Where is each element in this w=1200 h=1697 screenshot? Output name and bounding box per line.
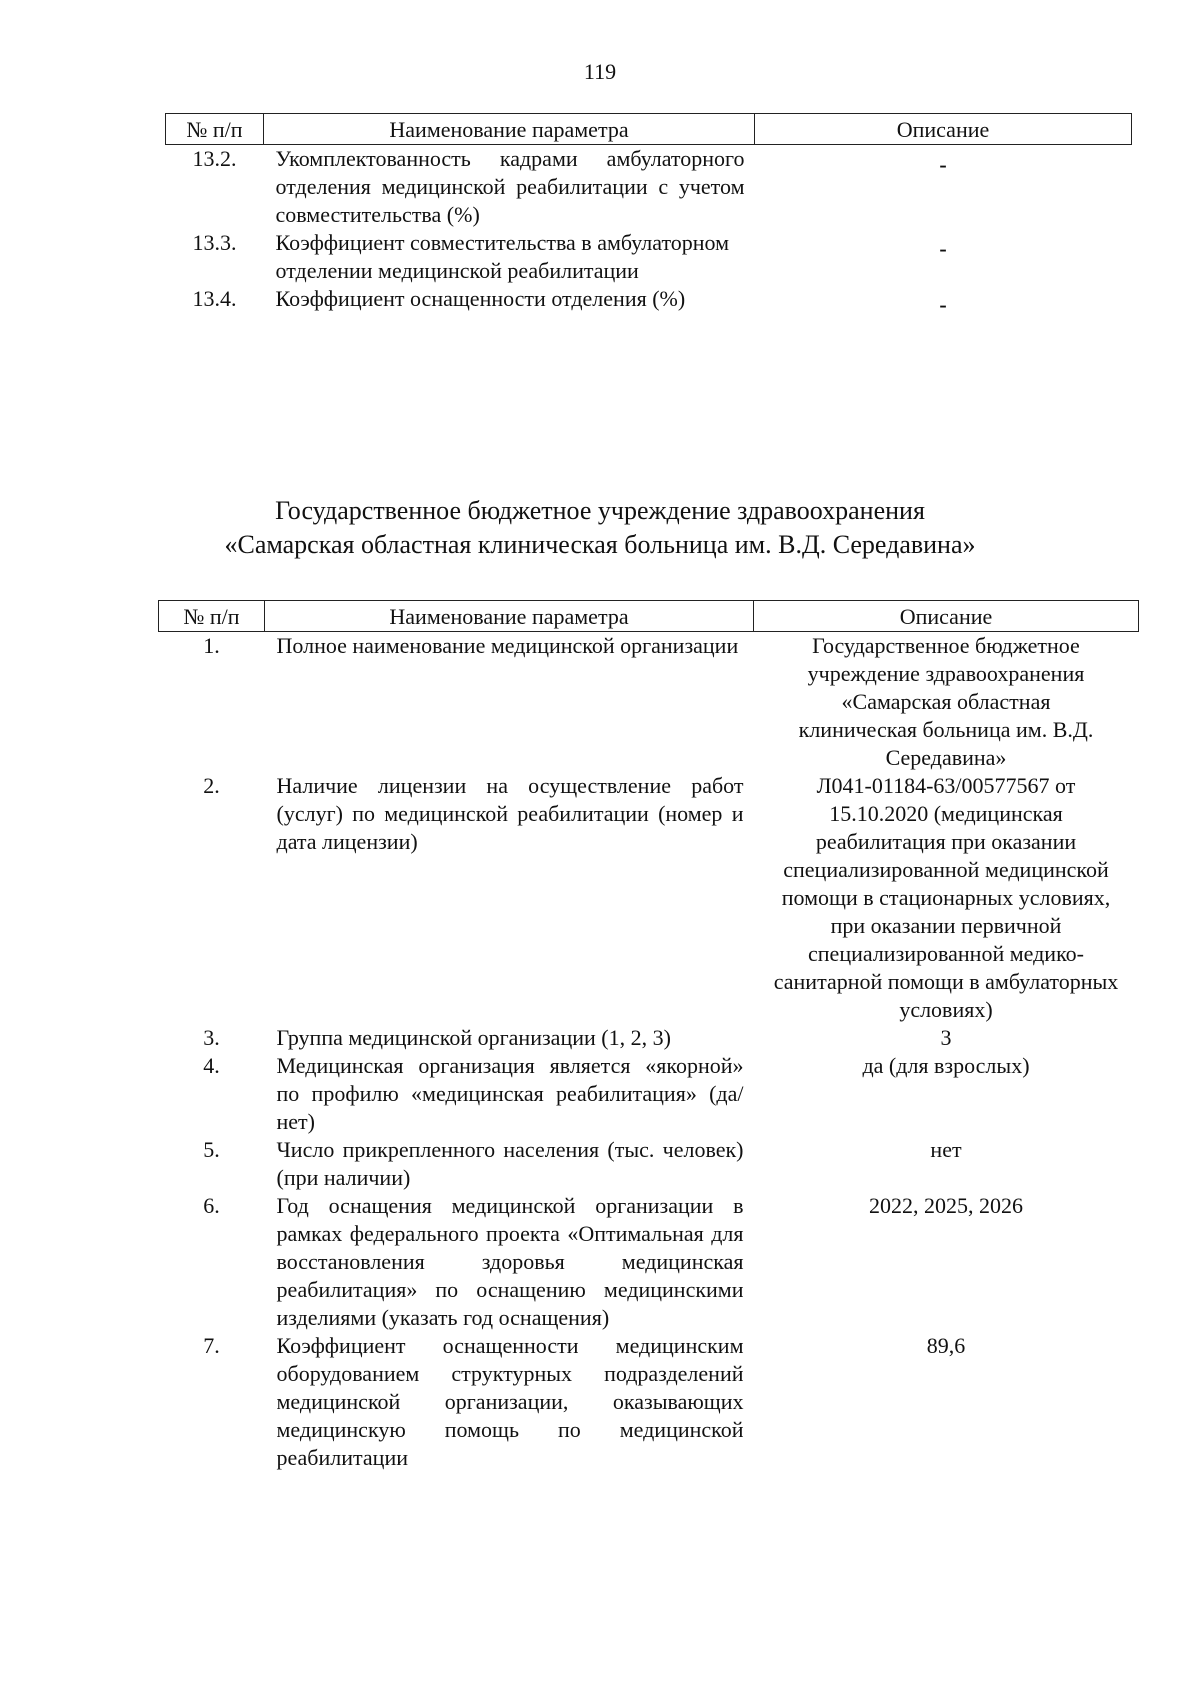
header-parameter-name: Наименование параметра	[264, 114, 755, 145]
row-description: -	[939, 292, 947, 317]
row-parameter-name: Наличие лицензии на осуществление работ (услуг) по медицинской реабилитации (номер и дата лицензии)	[276, 773, 744, 854]
row-description: нет	[930, 1137, 962, 1162]
row-parameter-name: Медицинская организация является «якорной» по профилю «медицинская реабилитация» (да/нет)	[276, 1053, 744, 1134]
row-number: 1.	[203, 633, 220, 658]
organization-title-line2: «Самарская областная клиническая больница им. В.Д. Середавина»	[224, 530, 976, 559]
row-description: 2022, 2025, 2026	[869, 1193, 1023, 1218]
parameters-table-continued	[165, 113, 1132, 319]
table-row	[166, 285, 1132, 319]
table-header-row	[166, 114, 1132, 145]
table-row	[166, 229, 1132, 285]
row-description: -	[939, 152, 947, 177]
row-number: 6.	[203, 1193, 220, 1218]
table-row	[159, 772, 1139, 1024]
row-description: Государственное бюджетное учреждение здравоохранения «Самарская областная клиническая больница им. В.Д. Середавина»	[798, 633, 1094, 770]
row-number: 2.	[203, 773, 220, 798]
row-number: 3.	[203, 1025, 220, 1050]
row-description: да (для взрослых)	[862, 1053, 1030, 1078]
row-parameter-name: Коэффициент оснащенности медицинским оборудованием структурных подразделений медицинской организации, оказывающих медицинскую помощь по медицинской реабилитации	[276, 1333, 744, 1470]
header-number: № п/п	[159, 601, 265, 632]
row-number: 7.	[203, 1333, 220, 1358]
header-description: Описание	[754, 601, 1139, 632]
row-number: 5.	[203, 1137, 220, 1162]
row-parameter-name: Год оснащения медицинской организации в рамках федерального проекта «Оптимальная для восстановления здоровья медицинская реабилитация» по оснащению медицинскими изделиями (указать год оснащения)	[276, 1193, 744, 1330]
header-description: Описание	[755, 114, 1132, 145]
table-row	[159, 1052, 1139, 1136]
organization-parameters-table	[158, 600, 1139, 1472]
row-number: 4.	[203, 1053, 220, 1078]
row-parameter-name: Коэффициент совместительства в амбулаторном отделении медицинской реабилитации	[275, 230, 730, 283]
row-number: 13.2.	[192, 146, 237, 171]
table-row	[159, 632, 1139, 773]
table-row	[159, 1136, 1139, 1192]
page-number: 119	[583, 59, 617, 84]
row-description: -	[939, 236, 947, 261]
table-row	[166, 145, 1132, 230]
row-parameter-name: Коэффициент оснащенности отделения (%)	[275, 286, 686, 311]
organization-title-line1: Государственное бюджетное учреждение здравоохранения	[275, 496, 925, 525]
table-row	[159, 1024, 1139, 1052]
row-description: 89,6	[926, 1333, 966, 1358]
row-parameter-name: Укомплектованность кадрами амбулаторного отделения медицинской реабилитации с учетом совместительства (%)	[275, 146, 745, 227]
table-header-row	[159, 601, 1139, 632]
row-parameter-name: Группа медицинской организации (1, 2, 3)	[276, 1025, 671, 1050]
header-number: № п/п	[166, 114, 264, 145]
row-number: 13.4.	[192, 286, 237, 311]
row-number: 13.3.	[192, 230, 237, 255]
row-parameter-name: Полное наименование медицинской организации	[276, 633, 739, 658]
table-row	[159, 1332, 1139, 1472]
row-description: 3	[940, 1025, 952, 1050]
row-description: Л041-01184-63/00577567 от 15.10.2020 (медицинская реабилитация при оказании специализированной медицинской помощи в стационарных условиях, при оказании первичной специализированной медико-санитарной помощи в амбулаторных условиях)	[773, 773, 1119, 1022]
organization-title	[0, 494, 1200, 562]
table-row	[159, 1192, 1139, 1332]
row-parameter-name: Число прикрепленного населения (тыс. человек) (при наличии)	[276, 1137, 744, 1190]
header-parameter-name: Наименование параметра	[265, 601, 754, 632]
